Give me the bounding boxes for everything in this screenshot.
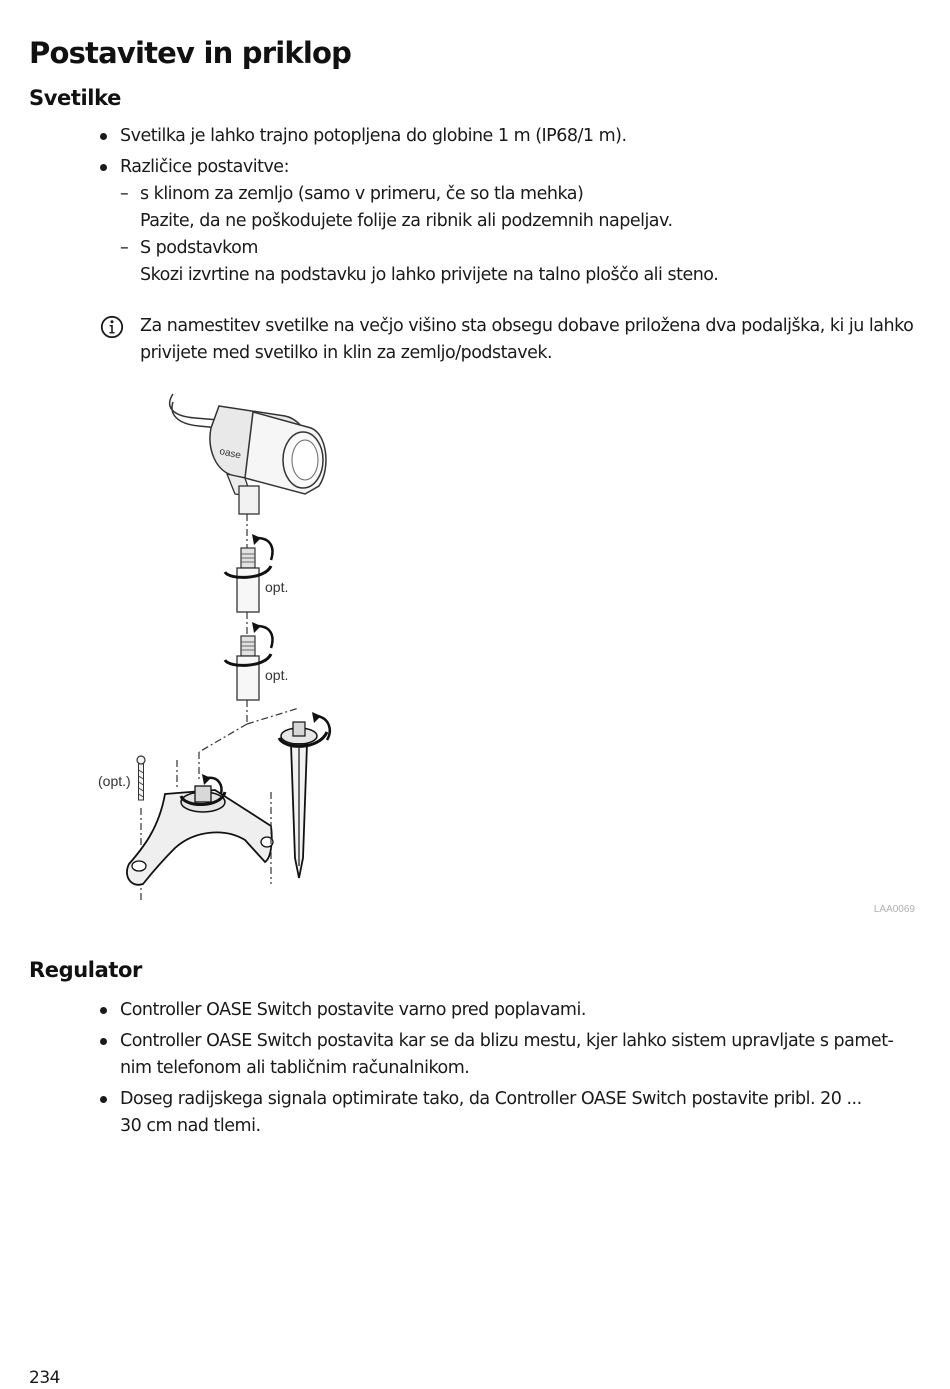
dash-marker: – xyxy=(120,184,129,204)
list-item xyxy=(0,1028,910,1082)
list-item xyxy=(0,997,910,1024)
bullet-text-line: nim telefonom ali tabličnim računalnikom. xyxy=(120,1058,470,1078)
sub-item-detail: Skozi izvrtine na podstavku jo lahko privijete na talno ploščo ali steno. xyxy=(140,265,719,285)
bullet-text: Svetilka je lahko trajno potopljena do globine 1 m (IP68/1 m). xyxy=(120,126,627,146)
bullet-text-line: Controller OASE Switch postavita kar se da blizu mestu, kjer lahko sistem upravljate s pamet- xyxy=(120,1031,894,1051)
info-circle-icon xyxy=(100,315,124,339)
lamp-body xyxy=(210,406,326,494)
list-item xyxy=(0,154,910,289)
sub-item-detail: Pazite, da ne poškodujete folije za ribnik ali podzemnih napeljav. xyxy=(140,211,673,231)
svg-text:oase: oase xyxy=(218,446,242,462)
extension-upper xyxy=(225,534,272,612)
figure-id: LAA0069 xyxy=(873,904,915,915)
dash-marker: – xyxy=(120,238,129,258)
installation-variants-list xyxy=(120,181,910,289)
sub-list-item xyxy=(120,181,910,235)
controller-bullet-list xyxy=(0,997,910,1144)
list-item xyxy=(0,123,910,150)
section-heading-lights: Svetilke xyxy=(29,86,121,110)
optional-screw-label: (opt.) xyxy=(98,773,131,789)
note-text: Za namestitev svetilke na večjo višino sta obsegu dobave priložena dva podaljška, ki ju lahko privijete med svetilko in klin za zemljo/podstavek. xyxy=(140,316,914,363)
sub-item-title: S podstavkom xyxy=(140,238,258,258)
lamp-cable xyxy=(170,394,219,428)
info-note xyxy=(100,313,920,367)
sub-item-title: s klinom za zemljo (samo v primeru, če so tla mehka) xyxy=(140,184,584,204)
base-stand xyxy=(127,774,273,885)
page-title: Postavitev in priklop xyxy=(29,36,352,70)
extension-lower xyxy=(225,622,272,700)
bullet-text-line: Doseg radijskega signala optimirate tako, da Controller OASE Switch postavite pribl. 20 ... xyxy=(120,1089,862,1109)
section-heading-controller: Regulator xyxy=(29,958,142,982)
bullet-text: Različice postavitve: xyxy=(120,157,289,177)
lights-bullet-list xyxy=(0,123,910,293)
bullet-text-line: 30 cm nad tlemi. xyxy=(120,1116,261,1136)
list-item xyxy=(0,1086,910,1140)
connection-lines xyxy=(177,700,299,790)
sub-list-item xyxy=(120,235,910,289)
optional-label-lower: opt. xyxy=(265,667,289,683)
ground-spike xyxy=(279,712,330,878)
installation-illustration xyxy=(95,388,355,908)
page-number: 234 xyxy=(29,1368,60,1388)
optional-label-upper: opt. xyxy=(265,579,289,595)
bullet-text: Controller OASE Switch postavite varno pred poplavami. xyxy=(120,1000,586,1020)
